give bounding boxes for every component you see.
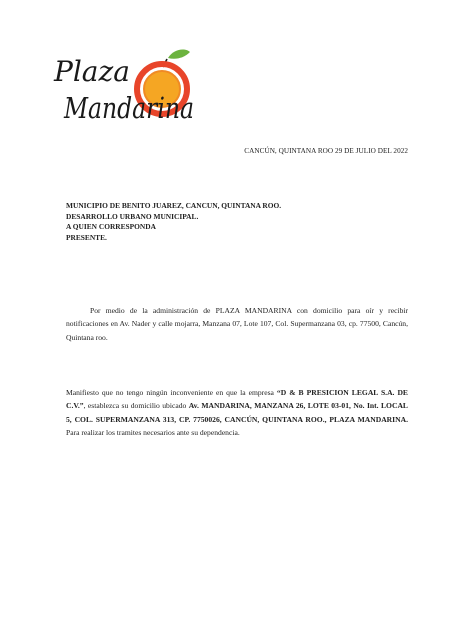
recipient-line: A QUIEN CORRESPONDA (66, 222, 156, 232)
body-paragraph-2 (66, 386, 408, 440)
paragraph2-middle: , establezca su domicilio ubicado (83, 401, 189, 411)
recipient-line: DESARROLLO URBANO MUNICIPAL. (66, 211, 199, 221)
recipient-line: MUNICIPIO DE BENITO JUAREZ, CANCUN, QUINTANA ROO. (66, 201, 282, 210)
logo-word-plaza: Plaza (54, 55, 130, 88)
recipient-line: PRESENTE. (66, 232, 107, 242)
paragraph2-closing: Para realizar los tramites necesarios ante su dependencia. (66, 428, 240, 438)
paragraph2-intro: Manifiesto que no tengo ningún inconveniente en que la empresa (66, 388, 277, 397)
company-name: “D & B PRESICION LEGAL S.A. DE C.V.” (66, 388, 408, 411)
date-line: CANCÚN, QUINTANA ROO 29 DE JULIO DEL 2022 (244, 147, 408, 155)
company-logo (50, 46, 200, 128)
body-paragraph-1: Por medio de la administración de PLAZA MANDARINA con domicilio para oír y recibir notificaciones en Av. Nader y calle mojarra, Manzana 07, Lote 107, Col. Supermanzana 03, cp. 77500, Cancún, Quintana roo. (66, 306, 408, 342)
plaza-mandarina-logo (50, 46, 200, 128)
logo-word-mandarina: Mandarina (63, 91, 195, 125)
leaf-icon (168, 50, 190, 59)
recipient-block (66, 201, 281, 243)
company-address: Av. MANDARINA, MANZANA 26, LOTE 03-01, No. Int. LOCAL 5, COL. SUPERMANZANA 313, CP. 7750026, CANCÚN, QUINTANA ROO., PLAZA MANDARINA. (66, 401, 408, 424)
